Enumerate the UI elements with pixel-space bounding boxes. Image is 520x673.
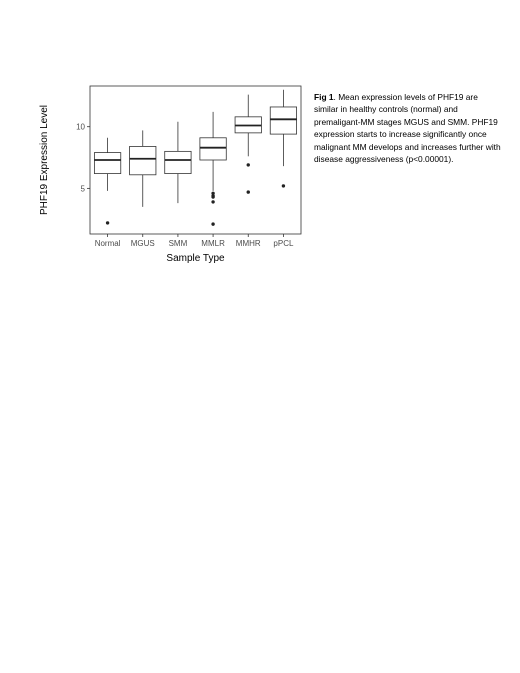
- outlier-point: [211, 195, 214, 198]
- x-tick-label: pPCL: [273, 239, 294, 248]
- x-axis: [95, 234, 294, 248]
- x-axis-label: Sample Type: [166, 253, 225, 264]
- y-tick-label: 5: [80, 184, 85, 194]
- x-tick-label: MMLR: [201, 239, 225, 248]
- outlier-point: [282, 184, 285, 187]
- caption-text: . Mean expression levels of PHF19 are similar in healthy controls (normal) and premaligant-MM stages MGUS and SMM. PHF19 expression starts to increase significantly once malignant MM develops and increases further with disease aggressiveness (p<0.00001).: [314, 92, 501, 165]
- y-tick-label: 10: [76, 122, 85, 132]
- x-tick-label: Normal: [94, 239, 121, 248]
- iqr-box: [94, 153, 120, 174]
- iqr-box: [270, 107, 296, 134]
- outlier-point: [211, 222, 214, 225]
- outlier-point: [247, 190, 250, 193]
- x-tick-label: SMM: [168, 239, 188, 248]
- iqr-box: [130, 146, 156, 174]
- x-tick-label: MGUS: [130, 239, 155, 248]
- iqr-box: [165, 151, 191, 173]
- outlier-point: [106, 221, 109, 224]
- plot-panel: [90, 86, 301, 234]
- y-axis-label: PHF19 Expression Level: [39, 104, 50, 216]
- iqr-box: [200, 138, 226, 160]
- y-axis: [76, 123, 90, 194]
- x-tick-label: MMHR: [235, 239, 261, 248]
- outlier-point: [211, 200, 214, 203]
- outlier-point: [247, 163, 250, 166]
- figure-caption: [314, 91, 504, 165]
- caption-label: Fig 1: [314, 92, 334, 102]
- box-plot-chart: [30, 78, 310, 268]
